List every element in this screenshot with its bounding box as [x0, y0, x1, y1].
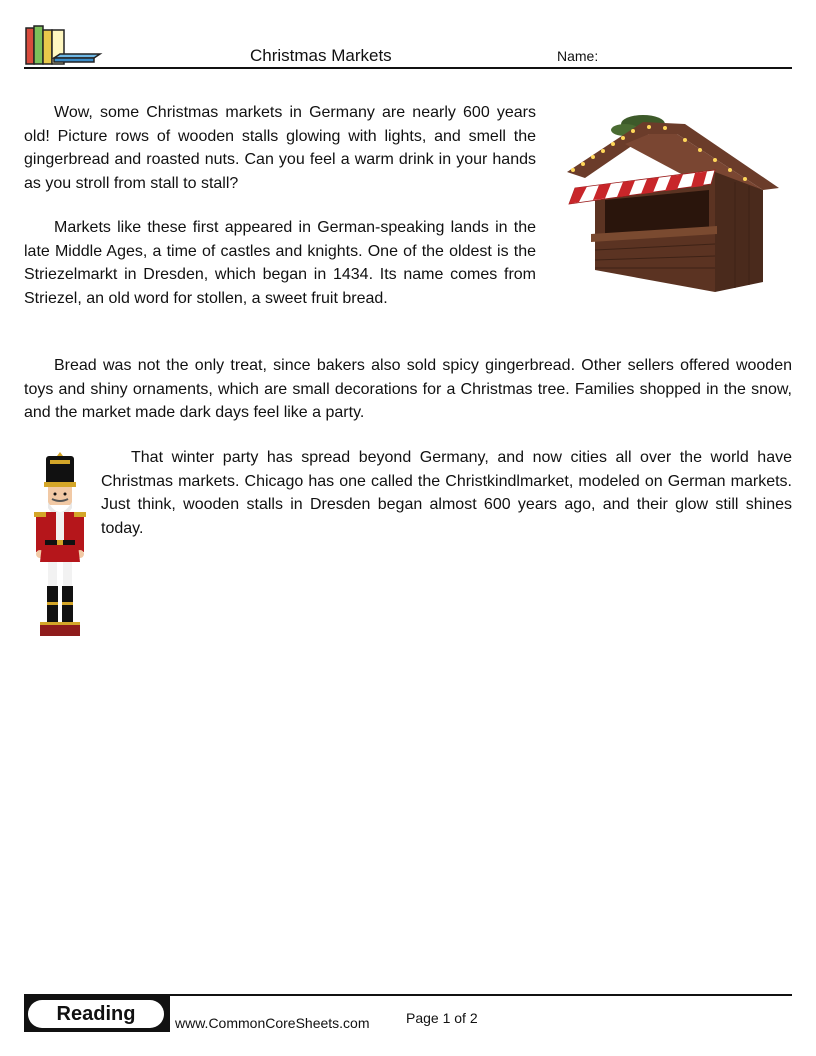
worksheet-header: [24, 24, 792, 70]
site-url: www.CommonCoreSheets.com: [175, 1015, 370, 1031]
header-divider: [24, 67, 792, 69]
reading-badge-label: Reading: [28, 1000, 164, 1028]
paragraph-2: Markets like these first appeared in German-speaking lands in the late Middle Ages, a time of castles and knights. One of the oldest is the Striezelmarkt in Dresden, which began in 1434. Its name comes from Striezel, an old word for stollen, a sweet fruit bread.: [24, 219, 536, 307]
paragraph-1: Wow, some Christmas markets in Germany are nearly 600 years old! Picture rows of wooden stalls glowing with lights, and smell the gingerbread and roasted nuts. Can you feel a warm drink in your hands as you stroll from stall to stall?: [24, 104, 536, 192]
page-title: Christmas Markets: [250, 46, 392, 65]
name-label: Name:: [557, 48, 599, 64]
market-stall-image: [565, 110, 783, 298]
books-logo-icon: [24, 24, 104, 68]
reading-badge: [24, 996, 170, 1032]
paragraph-3: Bread was not the only treat, since bakers also sold spicy gingerbread. Other sellers offered wooden toys and shiny ornaments, which are small decorations for a Christmas tree. Families shopped in the snow, and the market made dark days feel like a party.: [24, 357, 792, 422]
paragraph-4: That winter party has spread beyond Germany, and now cities all over the world have Christmas markets. Chicago has one called the Christkindlmarket, modeled on German markets. Just think, wooden stalls in Dresden began almost 600 years ago, and their glow still shines today.: [101, 449, 792, 537]
nutcracker-image: [30, 452, 92, 640]
page-number: Page 1 of 2: [406, 1010, 478, 1026]
